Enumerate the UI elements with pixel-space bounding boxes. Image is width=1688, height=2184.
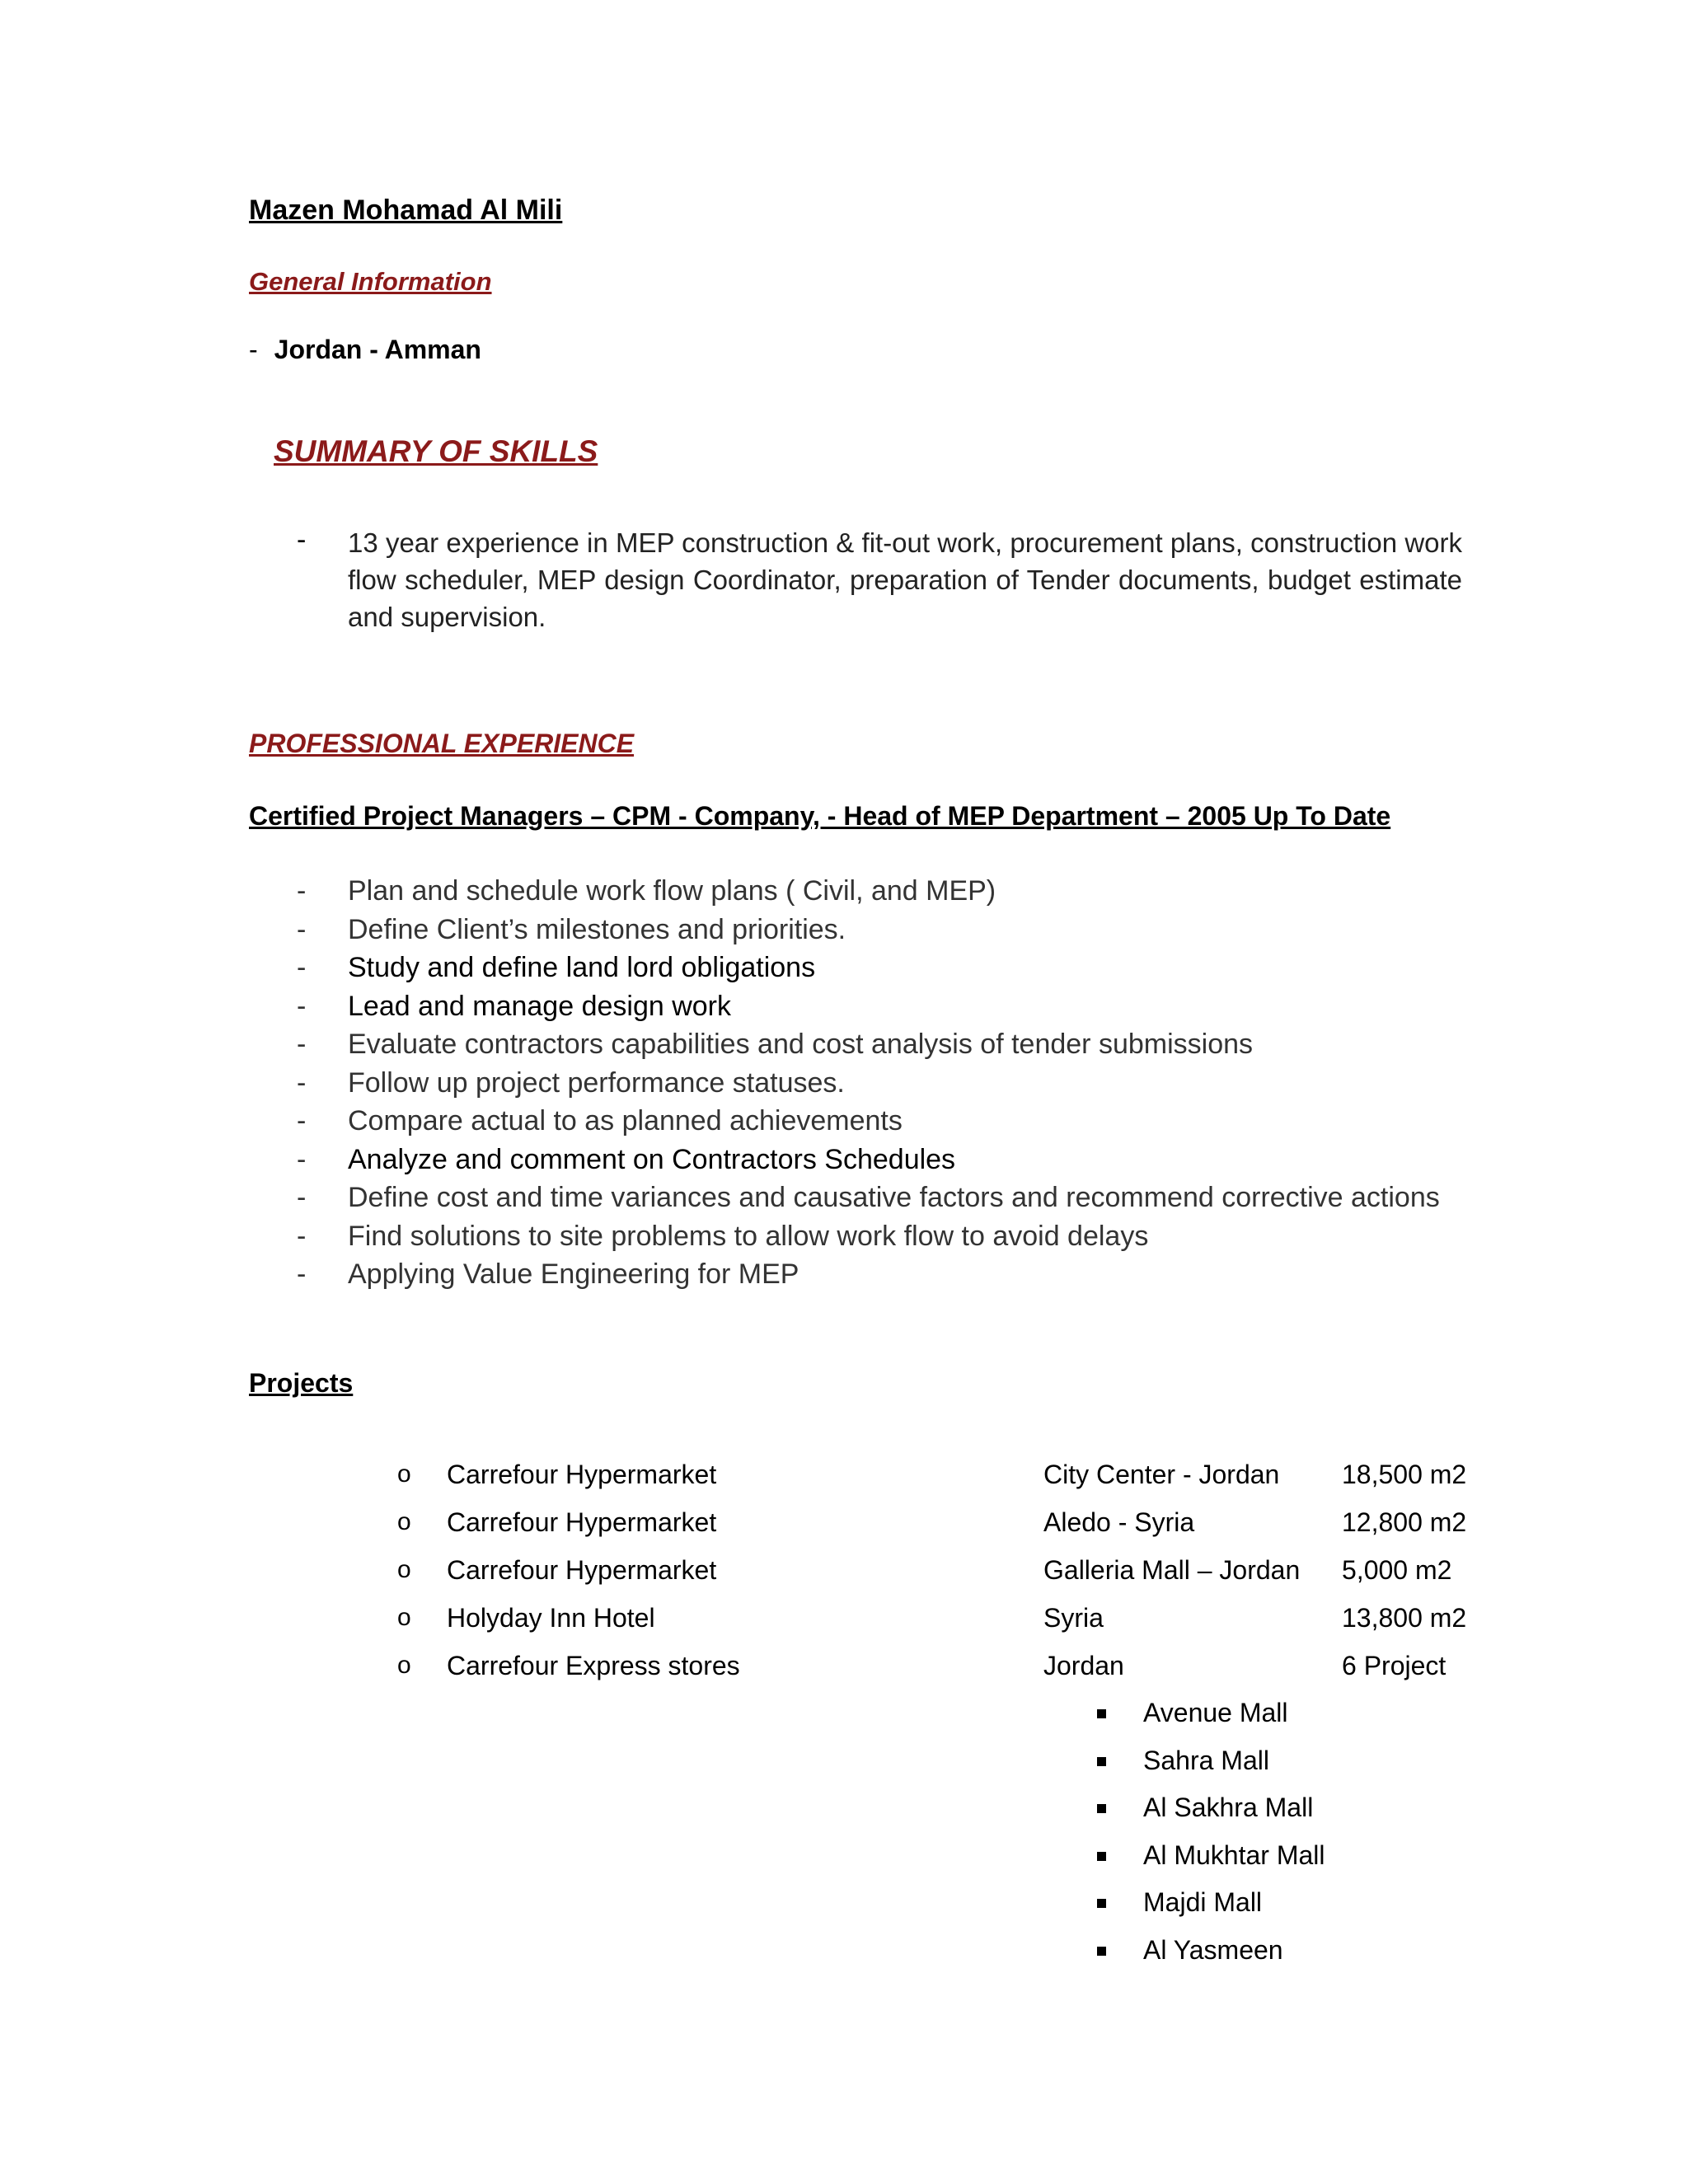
project-name: Holyday Inn Hotel — [447, 1603, 655, 1633]
project-location: City Center - Jordan — [1043, 1460, 1280, 1489]
candidate-name: Mazen Mohamad Al Mili — [249, 194, 563, 226]
project-bullet: o — [397, 1604, 411, 1631]
duty-text: Follow up project performance statuses. — [348, 1066, 845, 1099]
express-store-name: Al Yasmeen — [1143, 1934, 1283, 1965]
project-row — [0, 1451, 1688, 1498]
express-store-name: Majdi Mall — [1143, 1887, 1263, 1917]
project-size: 5,000 m2 — [1342, 1555, 1452, 1585]
project-name: Carrefour Hypermarket — [447, 1555, 717, 1585]
project-location: Galleria Mall – Jordan — [1043, 1555, 1301, 1585]
skills-summary-text: 13 year experience in MEP construction & fit-out work, procurement plans, construction work flow scheduler, MEP design Coordinator, preparation of Tender documents, budget estimate and supervision. — [348, 527, 1462, 632]
project-name: Carrefour Hypermarket — [447, 1460, 717, 1489]
projects-list — [0, 1451, 1688, 1690]
project-size: 18,500 m2 — [1342, 1460, 1467, 1489]
project-row — [0, 1546, 1688, 1594]
position-title: Certified Project Managers – CPM - Company, - Head of MEP Department – 2005 Up To Date — [249, 801, 1391, 831]
summary-of-skills-heading: SUMMARY OF SKILLS — [274, 434, 598, 468]
square-bullet-icon — [1097, 1947, 1106, 1956]
duty-text: Applying Value Engineering for MEP — [348, 1258, 799, 1290]
square-bullet-icon — [1097, 1899, 1106, 1908]
location-text: Jordan - Amman — [274, 335, 481, 364]
project-size: 12,800 m2 — [1342, 1507, 1467, 1537]
duty-text: Find solutions to site problems to allow work flow to avoid delays — [348, 1220, 1149, 1252]
duty-text: Plan and schedule work flow plans ( Civil, and MEP) — [348, 875, 996, 907]
square-bullet-icon — [1097, 1852, 1106, 1861]
project-bullet: o — [397, 1508, 411, 1535]
express-store-name: Al Sakhra Mall — [1143, 1793, 1314, 1822]
square-bullet-icon — [1097, 1804, 1106, 1813]
duty-bullet: - — [297, 1258, 307, 1290]
duty-bullet: - — [297, 1066, 307, 1099]
project-size: 13,800 m2 — [1342, 1603, 1467, 1633]
location-bullet: - — [249, 335, 258, 364]
express-store-name: Sahra Mall — [1143, 1745, 1269, 1775]
projects-heading: Projects — [249, 1368, 354, 1398]
duty-bullet: - — [297, 1029, 307, 1060]
express-store-name: Avenue Mall — [1143, 1698, 1288, 1727]
location-line — [249, 335, 481, 365]
project-bullet: o — [397, 1556, 411, 1583]
duty-bullet: - — [297, 990, 307, 1022]
duty-text: Define cost and time variances and causative factors and recommend corrective actions — [348, 1182, 1440, 1213]
project-row — [0, 1642, 1688, 1690]
duty-bullet: - — [297, 913, 307, 945]
professional-experience-heading: PROFESSIONAL EXPERIENCE — [249, 729, 635, 758]
project-name: Carrefour Express stores — [447, 1651, 740, 1680]
duty-text: Compare actual to as planned achievements — [348, 1105, 903, 1137]
square-bullet-icon — [1097, 1757, 1106, 1766]
duty-text: Study and define land lord obligations — [348, 952, 816, 983]
project-bullet: o — [397, 1460, 411, 1488]
duty-text: Evaluate contractors capabilities and cost analysis of tender submissions — [348, 1029, 1254, 1060]
express-store-name: Al Mukhtar Mall — [1143, 1840, 1325, 1870]
duty-bullet: - — [297, 1143, 307, 1175]
project-bullet: o — [397, 1652, 411, 1679]
duty-bullet: - — [297, 1105, 307, 1137]
duty-bullet: - — [297, 1182, 307, 1213]
duty-text: Lead and manage design work — [348, 990, 731, 1022]
project-size: 6 Project — [1342, 1651, 1447, 1680]
duty-bullet: - — [297, 875, 307, 907]
square-bullet-icon — [1097, 1709, 1106, 1718]
duty-text: Define Client’s milestones and priorities. — [348, 913, 846, 945]
duty-bullet: - — [297, 952, 307, 983]
project-location: Aledo - Syria — [1043, 1507, 1195, 1537]
project-name: Carrefour Hypermarket — [447, 1507, 717, 1537]
project-row — [0, 1594, 1688, 1642]
duty-bullet: - — [297, 1220, 307, 1252]
project-location: Jordan — [1043, 1651, 1124, 1680]
project-row — [0, 1498, 1688, 1546]
general-information-heading: General Information — [249, 267, 492, 296]
duty-text: Analyze and comment on Contractors Schedules — [348, 1143, 956, 1175]
project-location: Syria — [1043, 1603, 1104, 1633]
skills-bullet: - — [297, 524, 307, 555]
